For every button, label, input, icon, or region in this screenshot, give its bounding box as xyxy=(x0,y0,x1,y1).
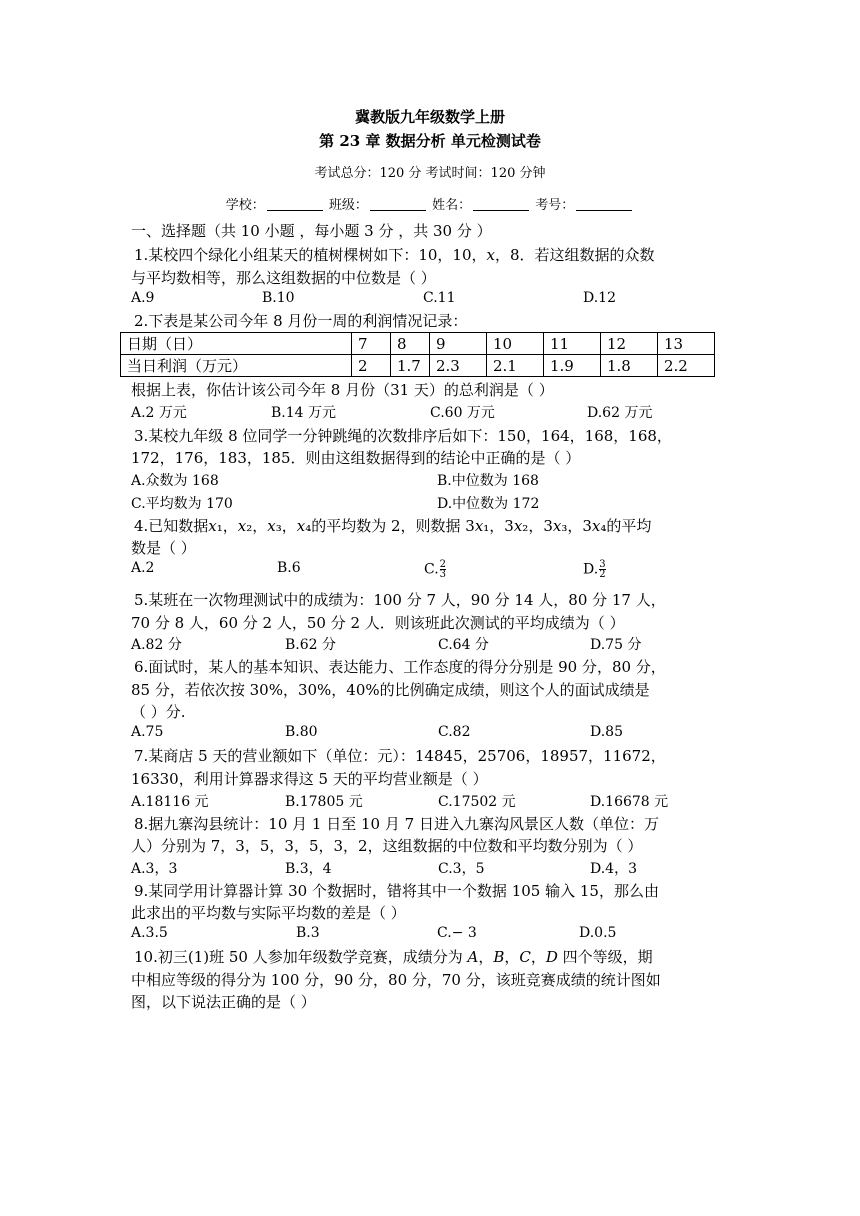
q6-option-a[interactable]: A.75 xyxy=(131,724,164,740)
table-cell: 1.7 xyxy=(391,355,430,377)
q3-option-b[interactable]: B.中位数为 168 xyxy=(437,473,539,489)
school-label: 学校： xyxy=(225,198,265,213)
q5-option-b[interactable]: B.62 分 xyxy=(285,637,337,653)
q2-option-d[interactable]: D.62 万元 xyxy=(587,405,653,421)
q6-line1: 6.面试时，某人的基本知识、表达能力、工作态度的得分分别是 90 分，80 分， xyxy=(134,658,666,676)
q9-line1: 9.某同学用计算器计算 30 个数据时，错将其中一个数据 105 输入 15，那么由 xyxy=(134,882,659,900)
q7-option-b[interactable]: B.17805 元 xyxy=(285,794,363,810)
q3-line2: 172，176，183，185．则由这组数据得到的结论中正确的是（ ） xyxy=(131,449,581,467)
school-blank[interactable] xyxy=(267,198,323,211)
q8-option-c[interactable]: C.3，5 xyxy=(438,861,485,877)
q9-option-c[interactable]: C.− 3 xyxy=(437,925,477,941)
id-label: 考号： xyxy=(535,198,575,213)
table-cell: 12 xyxy=(601,333,658,355)
table-cell: 1.9 xyxy=(544,355,601,377)
fraction: $\frac{2}{3}$ xyxy=(439,559,447,580)
q4-option-b[interactable]: B.6 xyxy=(277,560,301,576)
q5-line2: 70 分 8 人，60 分 2 人，50 分 2 人．则该班此次测试的平均成绩为（ ） xyxy=(131,614,625,632)
q2-option-c[interactable]: C.60 万元 xyxy=(430,405,495,421)
q6-line3: （ ）分. xyxy=(131,703,186,721)
q9-option-d[interactable]: D.0.5 xyxy=(579,925,617,941)
q4-option-d[interactable] xyxy=(583,560,606,579)
student-info-row xyxy=(0,194,860,213)
q1-option-d[interactable]: D.12 xyxy=(583,290,616,306)
name-blank[interactable] xyxy=(473,198,529,211)
q3-option-d[interactable]: D.中位数为 172 xyxy=(437,496,540,512)
table-header-profit: 当日利润（万元） xyxy=(121,355,352,377)
table-row xyxy=(121,333,715,355)
q9-option-b[interactable]: B.3 xyxy=(296,925,320,941)
q7-option-c[interactable]: C.17502 元 xyxy=(438,794,516,810)
table-cell: 9 xyxy=(430,333,487,355)
q10-line3: 图，以下说法正确的是（ ） xyxy=(131,993,316,1011)
table-cell: 10 xyxy=(487,333,544,355)
q5-line1: 5.某班在一次物理测试中的成绩为：100 分 7 人，90 分 14 人，80 分 17 人， xyxy=(134,591,666,609)
q7-option-a[interactable]: A.18116 元 xyxy=(131,794,209,810)
q4-option-c[interactable] xyxy=(424,560,446,579)
q1-line1: 1.某校四个绿化小组某天的植树棵树如下：10，10，𝑥，8．若这组数据的众数 xyxy=(134,246,655,264)
table-cell: 11 xyxy=(544,333,601,355)
table-cell: 1.8 xyxy=(601,355,658,377)
table-header-date: 日期（日） xyxy=(121,333,352,355)
q2-option-a[interactable]: A.2 万元 xyxy=(131,405,187,421)
table-cell: 7 xyxy=(352,333,391,355)
q9-option-a[interactable]: A.3.5 xyxy=(131,925,168,941)
table-cell: 2.1 xyxy=(487,355,544,377)
exam-title: 冀教版九年级数学上册 xyxy=(354,108,505,126)
q3-line1: 3.某校九年级 8 位同学一分钟跳绳的次数排序后如下：150，164，168，168， xyxy=(134,427,672,445)
q8-option-b[interactable]: B.3，4 xyxy=(285,861,332,877)
section-heading: 一、选择题（共 10 小题 ，每小题 3 分 ，共 30 分 ） xyxy=(131,222,492,240)
q6-option-d[interactable]: D.85 xyxy=(590,724,623,740)
q4-option-a[interactable]: A.2 xyxy=(131,560,155,576)
exam-subtitle: 第 23 章 数据分析 单元检测试卷 xyxy=(319,132,541,150)
q8-line1: 8.据九寨沟县统计：10 月 1 日至 10 月 7 日进入九寨沟风景区人数（单位：万 xyxy=(134,815,659,833)
q3-option-c[interactable]: C.平均数为 170 xyxy=(131,496,233,512)
q5-option-d[interactable]: D.75 分 xyxy=(590,637,642,653)
q6-line2: 85 分，若依次按 30%，30%，40%的比例确定成绩，则这个人的面试成绩是 xyxy=(131,681,650,699)
profit-table xyxy=(120,332,715,377)
q8-line2: 人）分别为 7，3，5，3，5，3，2，这组数据的中位数和平均数分别为（ ） xyxy=(131,837,643,855)
q1-line2: 与平均数相等，那么这组数据的中位数是（ ） xyxy=(131,269,436,287)
class-blank[interactable] xyxy=(370,198,426,211)
table-cell: 2 xyxy=(352,355,391,377)
name-label: 姓名： xyxy=(432,198,472,213)
q8-option-d[interactable]: D.4，3 xyxy=(590,861,637,877)
table-cell: 8 xyxy=(391,333,430,355)
q2-line1: 2.下表是某公司今年 8 月份一周的利润情况记录： xyxy=(134,312,468,330)
table-cell: 2.3 xyxy=(430,355,487,377)
q6-option-b[interactable]: B.80 xyxy=(285,724,318,740)
fraction: $\frac{3}{2}$ xyxy=(599,559,606,580)
q1-option-a[interactable]: A.9 xyxy=(131,290,155,306)
q2-line2: 根据上表，你估计该公司今年 8 月份（31 天）的总利润是（ ） xyxy=(131,381,554,399)
table-row xyxy=(121,355,715,377)
class-label: 班级： xyxy=(328,198,368,213)
q7-option-d[interactable]: D.16678 元 xyxy=(590,794,669,810)
table-cell: 2.2 xyxy=(658,355,715,377)
q1-option-c[interactable]: C.11 xyxy=(423,290,456,306)
q10-line2: 中相应等级的得分为 100 分，90 分，80 分，70 分，该班竞赛成绩的统计图如 xyxy=(131,971,661,989)
q8-option-a[interactable]: A.3，3 xyxy=(131,861,178,877)
q3-option-a[interactable]: A.众数为 168 xyxy=(131,473,219,489)
q2-option-b[interactable]: B.14 万元 xyxy=(271,405,337,421)
q4-option-c-label: C. xyxy=(424,561,439,578)
q1-option-b[interactable]: B.10 xyxy=(262,290,295,306)
q6-option-c[interactable]: C.82 xyxy=(438,724,471,740)
table-cell: 13 xyxy=(658,333,715,355)
q5-option-a[interactable]: A.82 分 xyxy=(131,637,182,653)
id-blank[interactable] xyxy=(576,198,632,211)
q4-line1: 4.已知数据𝑥₁，𝑥₂，𝑥₃，𝑥₄的平均数为 2，则数据 3𝑥₁，3𝑥₂，3𝑥₃，3𝑥₄的平均 xyxy=(134,517,652,535)
q4-line2: 数是（ ） xyxy=(131,539,196,557)
q7-line1: 7.某商店 5 天的营业额如下（单位：元）：14845，25706，18957，11672， xyxy=(134,747,666,765)
q7-line2: 16330，利用计算器求得这 5 天的平均营业额是（ ） xyxy=(131,770,488,788)
q9-line2: 此求出的平均数与实际平均数的差是（ ） xyxy=(131,904,406,922)
q5-option-c[interactable]: C.64 分 xyxy=(438,637,489,653)
exam-info: 考试总分：120 分 考试时间：120 分钟 xyxy=(314,166,546,181)
q4-option-d-label: D. xyxy=(583,561,599,578)
q10-line1: 10.初三(1)班 50 人参加年级数学竞赛，成绩分为 𝐴，𝐵，𝐶，𝐷 四个等级，期 xyxy=(134,948,653,966)
